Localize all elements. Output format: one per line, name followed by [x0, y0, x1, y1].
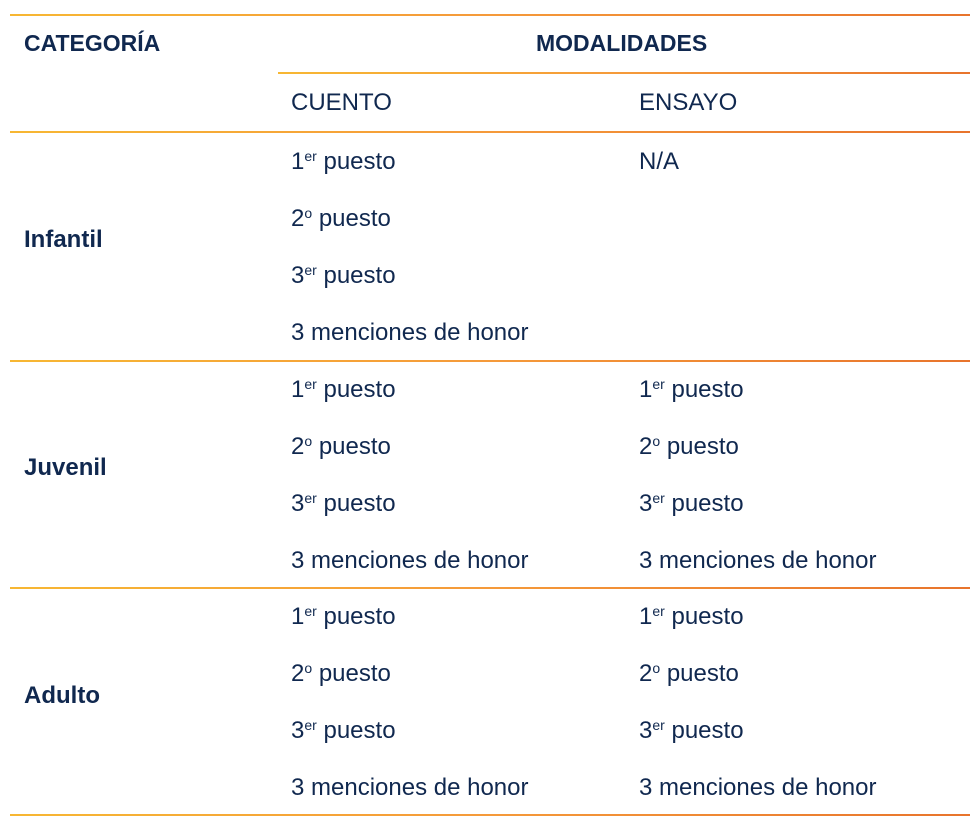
ordinal-suffix: er — [652, 603, 665, 619]
modalities-rule — [278, 72, 970, 74]
award-text: puesto — [316, 376, 396, 403]
ordinal-suffix: er — [304, 490, 317, 506]
place-number: 3 — [291, 490, 305, 517]
award-text: 3 menciones de honor — [639, 547, 877, 574]
ordinal-suffix: er — [652, 717, 665, 733]
place-number: 2 — [291, 433, 305, 460]
award-text: puesto — [316, 490, 396, 517]
award-text: 3 menciones de honor — [291, 547, 529, 574]
award-entry-cuento — [291, 376, 396, 404]
place-number: 3 — [291, 262, 305, 289]
place-number: 3 — [639, 717, 653, 744]
award-text: puesto — [664, 717, 744, 744]
juvenil-bottom-rule — [10, 587, 970, 589]
category-juvenil: Juvenil — [24, 454, 107, 481]
award-entry-cuento — [291, 262, 396, 290]
place-number: 2 — [639, 433, 653, 460]
place-number: 3 — [639, 490, 653, 517]
place-number: 1 — [291, 603, 305, 630]
ordinal-suffix: o — [304, 433, 313, 449]
award-entry-ensayo — [639, 376, 744, 404]
award-entry-cuento — [291, 660, 391, 688]
award-text: puesto — [312, 433, 391, 460]
place-number: 2 — [291, 205, 305, 232]
award-entry-cuento — [291, 148, 396, 176]
ordinal-suffix: er — [304, 717, 317, 733]
place-number: 2 — [639, 660, 653, 687]
award-text: puesto — [664, 603, 744, 630]
top-rule — [10, 14, 970, 16]
category-infantil: Infantil — [24, 226, 103, 253]
award-entry-ensayo — [639, 603, 744, 631]
column-header-ensayo: ENSAYO — [639, 89, 738, 116]
award-text: puesto — [316, 603, 396, 630]
award-entry-cuento — [291, 603, 396, 631]
modalities-header: MODALIDADES — [536, 30, 708, 56]
award-entry-ensayo — [639, 717, 744, 745]
award-entry-cuento — [291, 547, 529, 575]
award-entry-ensayo — [639, 774, 877, 802]
award-text: puesto — [312, 660, 391, 687]
award-text: puesto — [664, 376, 744, 403]
column-header-cuento: CUENTO — [291, 89, 392, 116]
award-text: 3 menciones de honor — [639, 774, 877, 801]
award-text: 3 menciones de honor — [291, 319, 529, 346]
award-entry-ensayo — [639, 433, 739, 461]
award-entry-cuento — [291, 433, 391, 461]
award-text: N/A — [639, 148, 680, 175]
place-number: 2 — [291, 660, 305, 687]
place-number: 1 — [639, 603, 653, 630]
ordinal-suffix: er — [652, 490, 665, 506]
award-text: puesto — [316, 148, 396, 175]
ordinal-suffix: o — [304, 660, 313, 676]
award-text: puesto — [316, 717, 396, 744]
award-entry-cuento — [291, 774, 529, 802]
ordinal-suffix: o — [652, 660, 661, 676]
award-entry-cuento — [291, 717, 396, 745]
infantil-bottom-rule — [10, 360, 970, 362]
ordinal-suffix: er — [304, 376, 317, 392]
award-entry-ensayo — [639, 490, 744, 518]
award-entry-ensayo — [639, 547, 877, 575]
place-number: 1 — [291, 376, 305, 403]
ordinal-suffix: o — [652, 433, 661, 449]
award-entry-cuento — [291, 490, 396, 518]
award-entry-ensayo — [639, 148, 679, 176]
place-number: 1 — [639, 376, 653, 403]
award-entry-cuento — [291, 205, 391, 233]
category-header: CATEGORÍA — [24, 30, 161, 56]
award-text: puesto — [312, 205, 391, 232]
place-number: 3 — [291, 717, 305, 744]
award-entry-cuento — [291, 319, 529, 347]
ordinal-suffix: er — [304, 603, 317, 619]
award-text: puesto — [316, 262, 396, 289]
ordinal-suffix: o — [304, 205, 313, 221]
award-text: puesto — [660, 433, 739, 460]
header-bottom-rule — [10, 131, 970, 133]
category-adulto: Adulto — [24, 682, 100, 709]
ordinal-suffix: er — [304, 262, 317, 278]
ordinal-suffix: er — [304, 148, 317, 164]
bottom-rule — [10, 814, 970, 816]
award-text: 3 menciones de honor — [291, 774, 529, 801]
award-text: puesto — [660, 660, 739, 687]
place-number: 1 — [291, 148, 305, 175]
award-text: puesto — [664, 490, 744, 517]
ordinal-suffix: er — [652, 376, 665, 392]
award-entry-ensayo — [639, 660, 739, 688]
